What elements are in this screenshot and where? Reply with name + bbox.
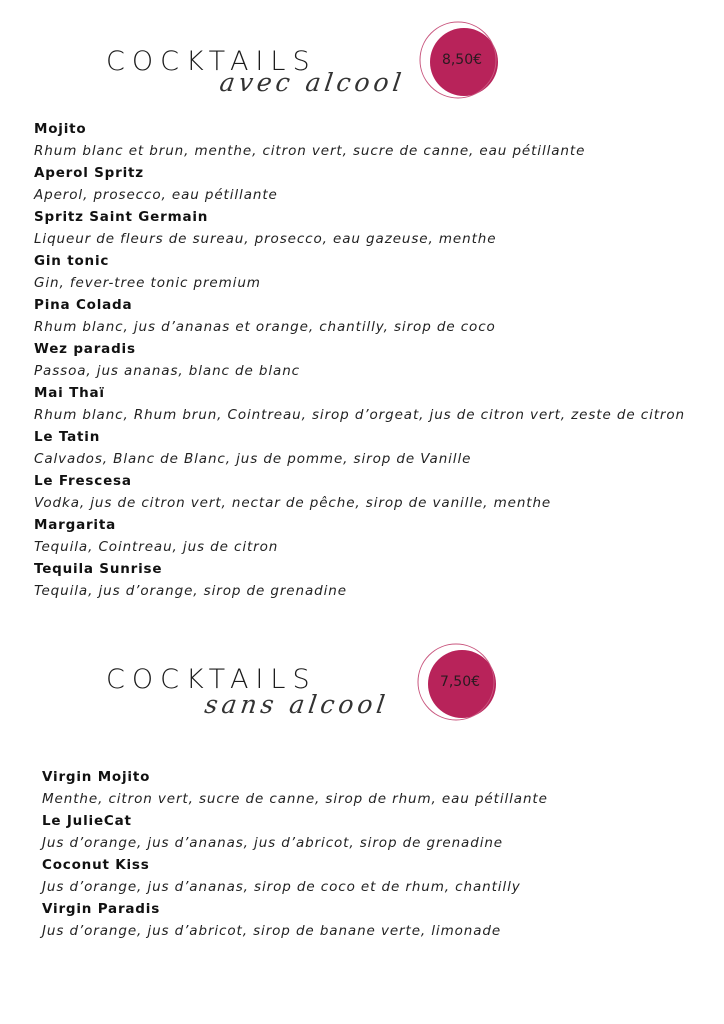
item-description: Jus d’orange, jus d’ananas, jus d’abricot, sirop de grenadine <box>42 835 504 851</box>
menu-item <box>42 810 548 854</box>
section-subtitle: avec alcool <box>217 68 407 97</box>
item-description: Rhum blanc, jus d’ananas et orange, chantilly, sirop de coco <box>34 319 496 335</box>
item-name: Wez paradis <box>34 341 136 357</box>
item-name: Mojito <box>34 121 87 137</box>
item-name: Pina Colada <box>34 297 133 313</box>
item-description: Passoa, jus ananas, blanc de blanc <box>34 363 300 379</box>
menu-item <box>34 426 685 470</box>
menu-list-sans-alcool <box>42 766 548 942</box>
menu-item <box>42 898 548 942</box>
section-subtitle: sans alcool <box>202 690 391 719</box>
item-description: Aperol, prosecco, eau pétillante <box>34 187 278 203</box>
item-description: Tequila, Cointreau, jus de citron <box>34 539 279 555</box>
menu-item <box>34 162 685 206</box>
menu-item <box>34 206 685 250</box>
section-title: COCKTAILS <box>106 46 317 77</box>
item-name: Coconut Kiss <box>42 857 150 873</box>
menu-item <box>34 382 685 426</box>
item-description: Jus d’orange, jus d’ananas, sirop de coco et de rhum, chantilly <box>42 879 521 895</box>
section-title: COCKTAILS <box>106 664 317 695</box>
section-header-sans-alcool <box>100 640 510 719</box>
item-description: Vodka, jus de citron vert, nectar de pêche, sirop de vanille, menthe <box>34 495 552 511</box>
menu-item <box>34 294 685 338</box>
item-name: Le JulieCat <box>42 813 132 829</box>
item-description: Liqueur de fleurs de sureau, prosecco, eau gazeuse, menthe <box>34 231 497 247</box>
item-name: Margarita <box>34 517 117 533</box>
item-description: Rhum blanc et brun, menthe, citron vert, sucre de canne, eau pétillante <box>34 143 586 159</box>
item-name: Aperol Spritz <box>34 165 144 181</box>
menu-item <box>34 558 685 602</box>
item-description: Rhum blanc, Rhum brun, Cointreau, sirop d’orgeat, jus de citron vert, zeste de citron <box>34 407 685 423</box>
price-text: 7,50€ <box>439 674 481 690</box>
item-name: Spritz Saint Germain <box>34 209 209 225</box>
price-badge <box>424 22 500 98</box>
item-description: Calvados, Blanc de Blanc, jus de pomme, sirop de Vanille <box>34 451 472 467</box>
item-name: Mai Thaï <box>34 385 105 401</box>
menu-item <box>34 514 685 558</box>
menu-list-avec-alcool <box>34 118 685 602</box>
item-description: Jus d’orange, jus d’abricot, sirop de banane verte, limonade <box>42 923 502 939</box>
menu-item <box>34 338 685 382</box>
price-text: 8,50€ <box>441 52 483 68</box>
section-header-avec-alcool <box>100 22 510 97</box>
item-name: Le Tatin <box>34 429 101 445</box>
item-name: Gin tonic <box>34 253 110 269</box>
menu-item <box>42 854 548 898</box>
menu-item <box>34 470 685 514</box>
item-name: Virgin Paradis <box>42 901 161 917</box>
item-description: Gin, fever-tree tonic premium <box>34 275 261 291</box>
menu-item <box>34 250 685 294</box>
item-name: Le Frescesa <box>34 473 132 489</box>
item-name: Virgin Mojito <box>42 769 151 785</box>
item-description: Tequila, jus d’orange, sirop de grenadine <box>34 583 347 599</box>
price-badge <box>422 644 498 720</box>
menu-item <box>34 118 685 162</box>
item-name: Tequila Sunrise <box>34 561 163 577</box>
item-description: Menthe, citron vert, sucre de canne, sirop de rhum, eau pétillante <box>42 791 548 807</box>
menu-item <box>42 766 548 810</box>
